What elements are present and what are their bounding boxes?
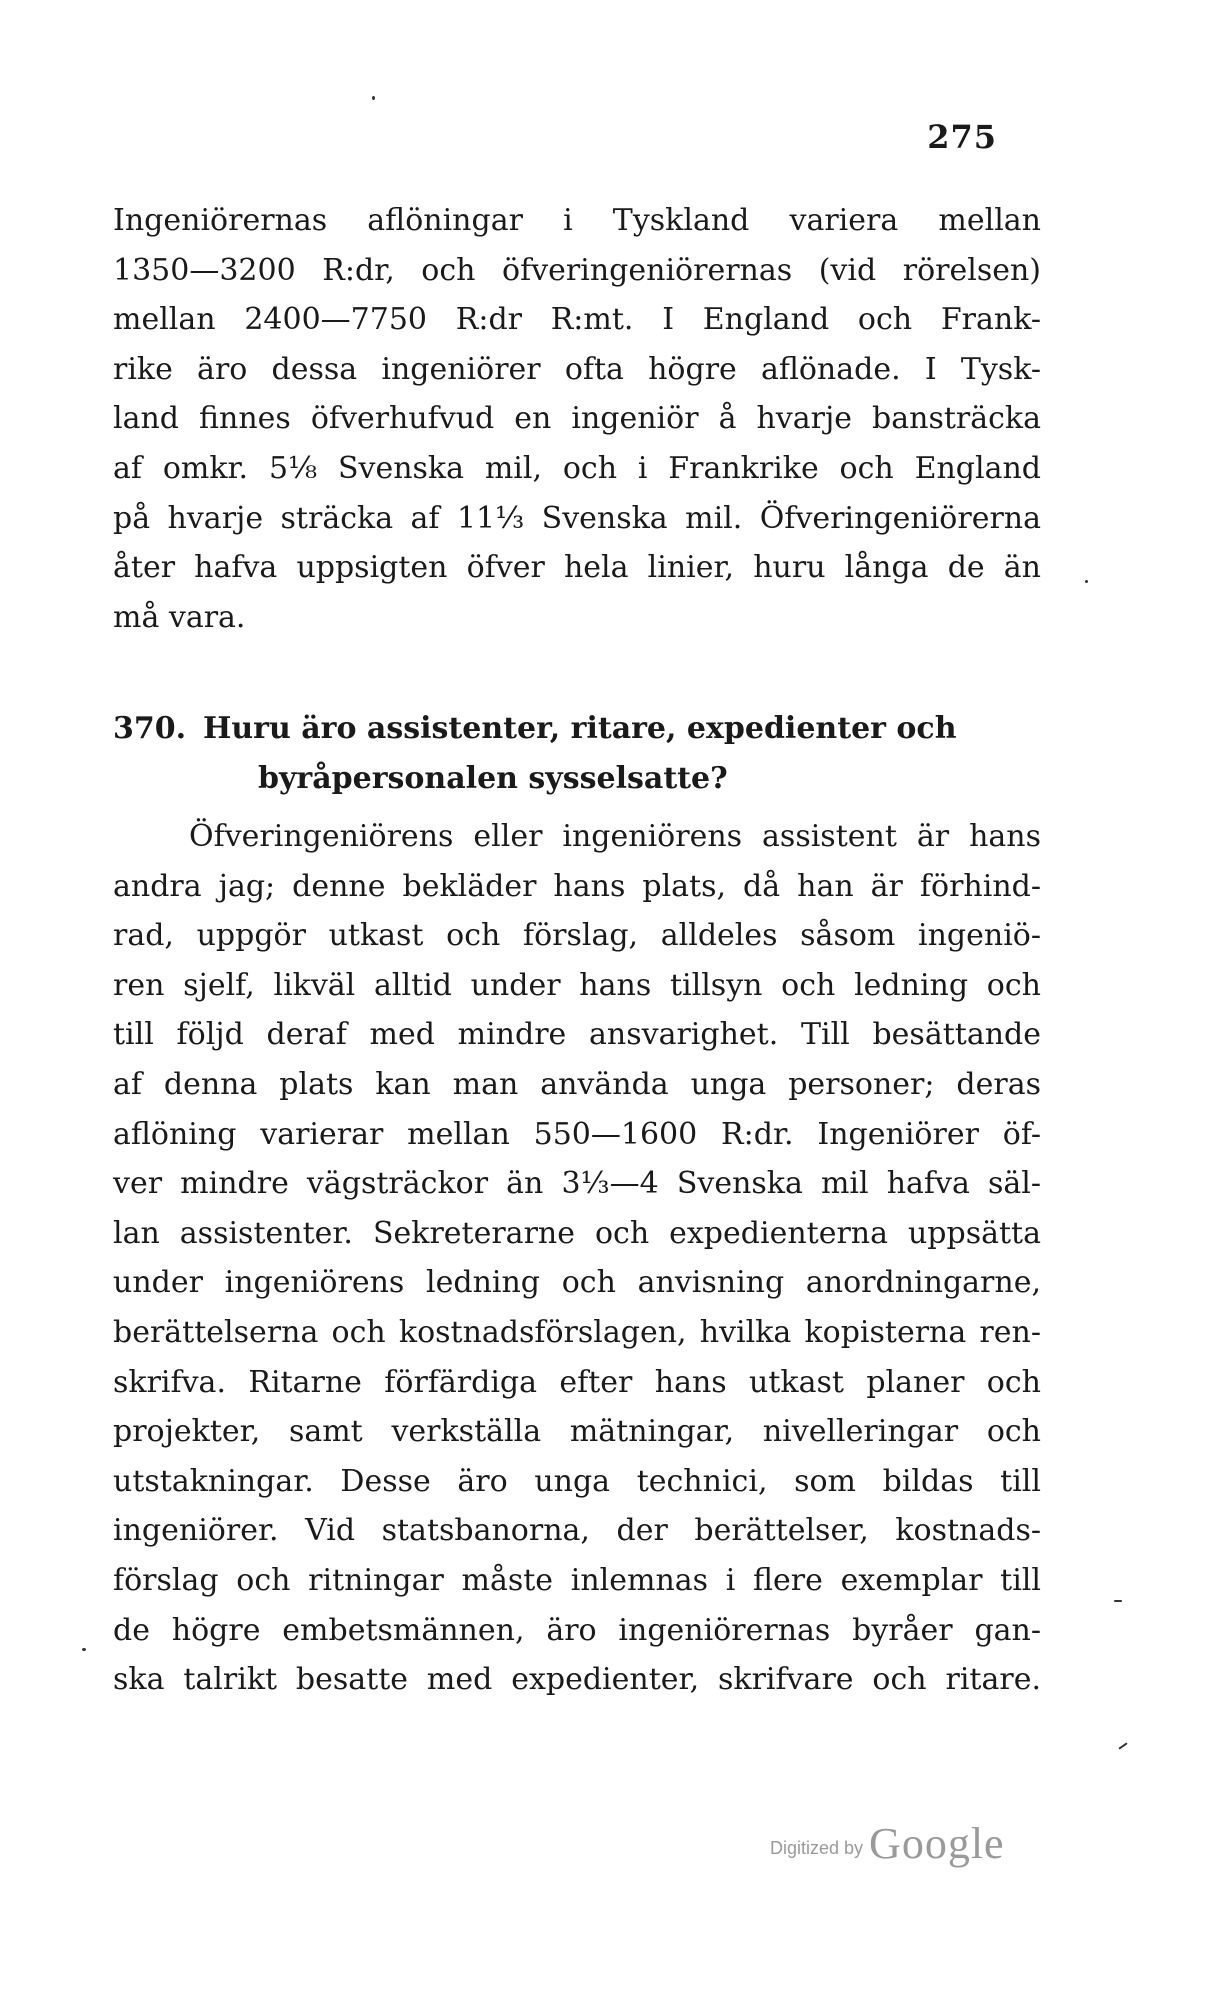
heading-line-1: Huru äro assistenter, ritare, expedienter och — [203, 711, 957, 746]
scan-speck — [1114, 1600, 1122, 1602]
text-line: lan assistenter. Sekreterarne och expedienterna uppsätta — [113, 1215, 1041, 1251]
paragraph-staff — [113, 812, 1041, 1705]
section-number: 370. — [113, 711, 187, 746]
text-line: mellan 2400—7750 R:dr R:mt. I England och Frank- — [113, 302, 1041, 338]
scan-speck — [372, 96, 375, 100]
text-line: berättelserna och kostnadsförslagen, hvilka kopisterna ren- — [113, 1314, 1041, 1350]
scan-speck — [82, 1648, 86, 1651]
section-heading — [113, 704, 1041, 804]
page-number: 275 — [927, 118, 997, 156]
text-line: rad, uppgör utkast och förslag, alldeles såsom ingeniö- — [113, 918, 1041, 954]
text-line: af denna plats kan man använda unga personer; deras — [113, 1066, 1041, 1102]
text-line: utstakningar. Desse äro unga technici, som bildas till — [113, 1463, 1041, 1499]
text-line: förslag och ritningar måste inlemnas i flere exemplar till — [113, 1562, 1041, 1598]
text-line: till följd deraf med mindre ansvarighet. Till besättande — [113, 1017, 1041, 1053]
text-line: ren sjelf, likväl alltid under hans tillsyn och ledning och — [113, 967, 1041, 1003]
text-line: under ingeniörens ledning och anvisning anordningarne, — [113, 1265, 1041, 1301]
text-line: 1350—3200 R:dr, och öfveringeniörernas (vid rörelsen) — [113, 252, 1041, 288]
text-line: de högre embetsmännen, äro ingeniörernas byråer gan- — [113, 1612, 1041, 1648]
text-line: på hvarje sträcka af 11⅓ Svenska mil. Öfveringeniörerna — [113, 500, 1041, 536]
text-line: rike äro dessa ingeniörer ofta högre aflönade. I Tysk- — [113, 351, 1041, 387]
text-line: ver mindre vägsträckor än 3⅓—4 Svenska mil hafva säl- — [113, 1166, 1041, 1202]
text-line: land finnes öfverhufvud en ingeniör å hvarje bansträcka — [113, 401, 1041, 437]
paragraph-wages — [113, 196, 1041, 642]
digitized-watermark — [770, 1818, 1005, 1869]
text-line: Ingeniörernas aflöningar i Tyskland variera mellan — [113, 203, 1041, 238]
text-line: må vara. — [113, 599, 246, 635]
heading-line-2: byråpersonalen sysselsatte? — [258, 761, 728, 796]
text-line: skrifva. Ritarne förfärdiga efter hans utkast planer och — [113, 1364, 1041, 1400]
text-line: ingeniörer. Vid statsbanorna, der berättelser, kostnads- — [113, 1513, 1041, 1549]
google-logo-text: Google — [869, 1819, 1005, 1868]
text-line: andra jag; denne bekläder hans plats, då han är förhind- — [113, 868, 1041, 904]
watermark-small-text: Digitized by — [770, 1838, 864, 1858]
text-line: Öfveringeniörens eller ingeniörens assistent är hans — [189, 819, 1041, 854]
text-line: projekter, samt verkställa mätningar, nivelleringar och — [113, 1414, 1041, 1450]
scan-speck — [1085, 580, 1088, 583]
text-line: ska talrikt besatte med expedienter, skrifvare och ritare. — [113, 1662, 1041, 1698]
scan-speck — [1118, 1742, 1127, 1749]
text-line: åter hafva uppsigten öfver hela linier, huru långa de än — [113, 550, 1041, 586]
text-line: aflöning varierar mellan 550—1600 R:dr. Ingeniörer öf- — [113, 1116, 1041, 1152]
text-line: af omkr. 5⅛ Svenska mil, och i Frankrike och England — [113, 450, 1041, 486]
